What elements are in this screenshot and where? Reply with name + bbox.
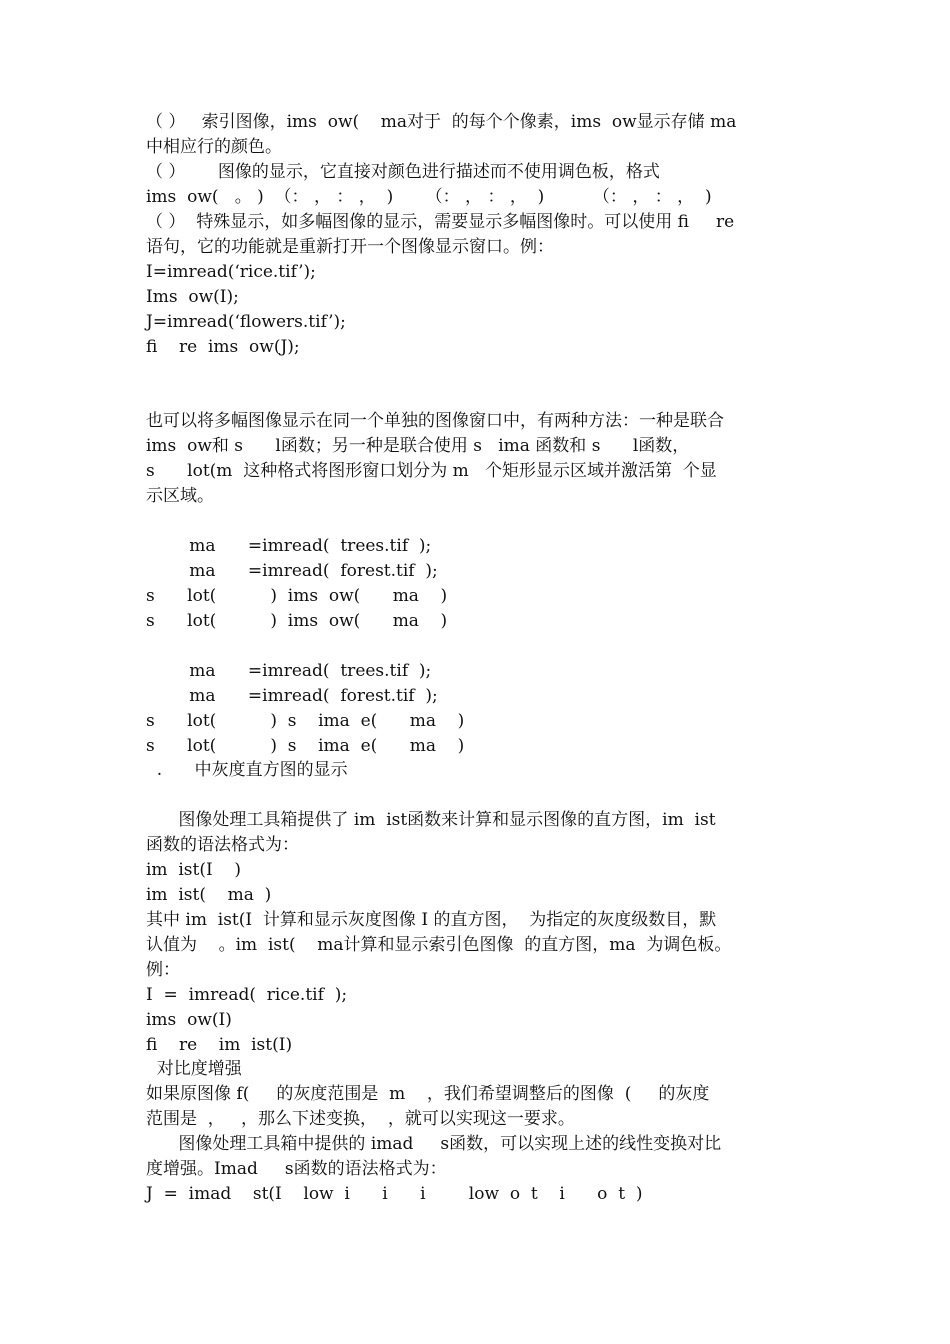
text-line: Ims ow(I); — [146, 287, 239, 307]
text-line: s lot( ) ims ow( ma ) — [146, 611, 448, 631]
text-line: （ ） 特殊显示，如多幅图像的显示，需要显示多幅图像时。可以使用 fi re — [146, 212, 735, 232]
text-line: ma =imread( trees.tif ); — [146, 661, 432, 681]
text-line: 度增强。Imad s函数的语法格式为： — [146, 1159, 447, 1179]
text-line: 范围是 ， ，那么下述变换， ，就可以实现这一要求。 — [146, 1109, 575, 1129]
text-line: （ ） 图像的显示，它直接对颜色进行描述而不使用调色板，格式 — [146, 162, 660, 182]
text-line: J=imread(‘flowers.tif’); — [146, 312, 346, 332]
text-line: im ist(I ) — [146, 860, 241, 880]
text-line: fi re im ist(I) — [146, 1035, 293, 1055]
text-line: ims ow(I) — [146, 1010, 232, 1030]
text-line: s lot( ) s ima e( ma ) — [146, 711, 465, 731]
text-line: ma =imread( forest.tif ); — [146, 561, 438, 581]
text-line: I=imread(‘rice.tif’); — [146, 262, 316, 282]
text-line: s lot(m 这种格式将图形窗口划分为 m 个矩形显示区域并激活第 个显 — [146, 461, 717, 481]
text-line: I = imread( rice.tif ); — [146, 985, 348, 1005]
text-line: 其中 im ist(I 计算和显示灰度图像 I 的直方图， 为指定的灰度级数目，默 — [146, 910, 717, 930]
text-line: 认值为 。im ist( ma计算和显示索引色图像 的直方图，ma 为调色板。 — [146, 935, 732, 955]
text-line: ma =imread( forest.tif ); — [146, 686, 438, 706]
text-line: s lot( ) s ima e( ma ) — [146, 736, 465, 756]
text-line: 图像处理工具箱提供了 im ist函数来计算和显示图像的直方图，im ist — [146, 810, 716, 830]
text-line: ma =imread( trees.tif ); — [146, 536, 432, 556]
text-line: s lot( ) ims ow( ma ) — [146, 586, 448, 606]
text-line: ims ow( 。 ) （： ， ： ， ) （： ， ： ， ) （： ， ： ， ) — [146, 187, 712, 207]
text-line: 图像处理工具箱中提供的 imad s函数，可以实现上述的线性变换对比 — [146, 1134, 722, 1154]
text-line: . 中灰度直方图的显示 — [146, 760, 348, 780]
text-line: 示区域。 — [146, 486, 214, 506]
text-line: 也可以将多幅图像显示在同一个单独的图像窗口中，有两种方法：一种是联合 — [146, 411, 724, 431]
text-line: （ ） 索引图像，ims ow( ma对于 的每个个像素，ims ow显示存储 ma — [146, 112, 737, 132]
text-line: 如果原图像 f( 的灰度范围是 m ，我们希望调整后的图像 ( 的灰度 — [146, 1084, 710, 1104]
text-line: im ist( ma ) — [146, 885, 272, 905]
text-line: 对比度增强 — [146, 1059, 242, 1079]
text-line: ims ow和 s l函数；另一种是联合使用 s ima 函数和 s l函数， — [146, 436, 690, 456]
text-line: 语句，它的功能就是重新打开一个图像显示窗口。例： — [146, 237, 554, 257]
text-line: 例： — [146, 960, 180, 980]
text-line: fi re ims ow(J); — [146, 337, 300, 357]
text-line: 函数的语法格式为： — [146, 835, 299, 855]
text-line: 中相应行的颜色。 — [146, 137, 282, 157]
text-line: J = imad st(I low i i i low o t i o t ) — [146, 1184, 643, 1204]
